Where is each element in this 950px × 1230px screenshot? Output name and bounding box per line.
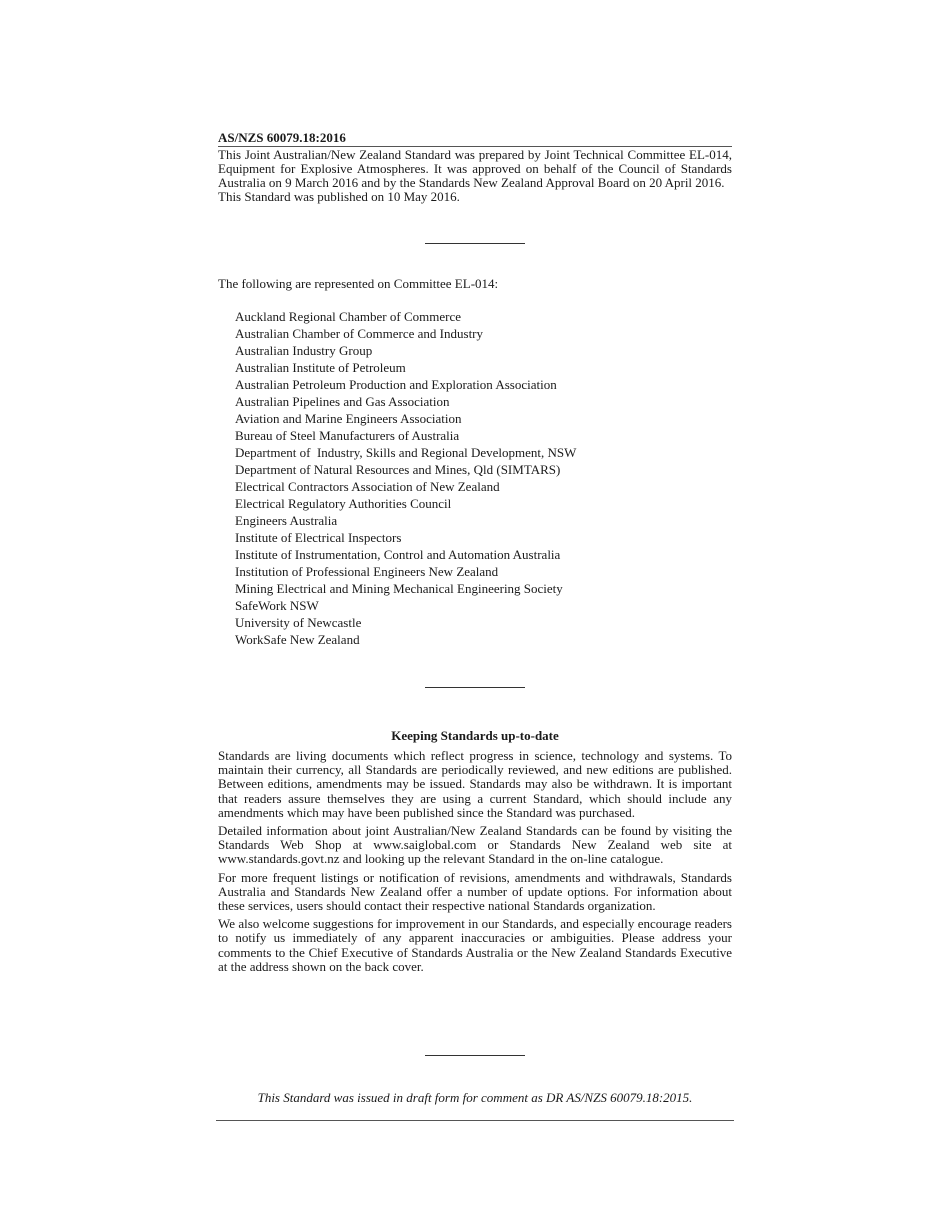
list-item: Aviation and Marine Engineers Association [235, 411, 462, 426]
section-divider [425, 1055, 525, 1056]
list-item: Australian Chamber of Commerce and Industry [235, 326, 484, 341]
list-item: WorkSafe New Zealand [235, 632, 360, 647]
section-divider [425, 243, 525, 244]
committee-member-list [235, 308, 732, 648]
list-item: Australian Industry Group [235, 343, 373, 358]
list-item: SafeWork NSW [235, 598, 319, 613]
section-divider [425, 687, 525, 688]
committee-intro: The following are represented on Committee EL-014: [218, 276, 499, 291]
list-item: Engineers Australia [235, 513, 338, 528]
list-item: Institution of Professional Engineers New Zealand [235, 564, 499, 579]
list-item: Auckland Regional Chamber of Commerce [235, 309, 461, 324]
list-item: Department of Natural Resources and Mines, Qld (SIMTARS) [235, 462, 561, 477]
approval-paragraph: This Joint Australian/New Zealand Standard was prepared by Joint Technical Committee EL-014, Equipment for Explosive Atmospheres. It was approved on behalf of the Council of Standards Australia on 9 March 2016 and by the Standards New Zealand Approval Board on 20 April 2016. [218, 147, 732, 190]
body-paragraph: We also welcome suggestions for improvement in our Standards, and especially encourage readers to notify us immediately of any apparent inaccuracies or ambiguities. Please address your comments to the Chief Executive of Standards Australia or the New Zealand Standards Executive at the address shown on the back cover. [218, 916, 732, 974]
body-paragraph: For more frequent listings or notification of revisions, amendments and withdrawals, Standards Australia and Standards New Zealand offer a number of update options. For information about these services, users should contact their respective national Standards organization. [218, 869, 732, 914]
list-item: University of Newcastle [235, 615, 362, 630]
list-item: Bureau of Steel Manufacturers of Australia [235, 428, 460, 443]
list-item: Electrical Regulatory Authorities Council [235, 496, 452, 511]
draft-note: This Standard was issued in draft form for comment as DR AS/NZS 60079.18:2015. [257, 1090, 693, 1105]
list-item: Department of Industry, Skills and Regional Development, NSW [235, 445, 577, 460]
section-heading: Keeping Standards up-to-date [391, 728, 559, 743]
keeping-up-to-date-body [218, 749, 732, 978]
list-item: Electrical Contractors Association of New Zealand [235, 479, 500, 494]
list-item: Australian Institute of Petroleum [235, 360, 406, 375]
list-item: Mining Electrical and Mining Mechanical Engineering Society [235, 581, 563, 596]
list-item: Institute of Instrumentation, Control and Automation Australia [235, 547, 561, 562]
approval-statement [218, 148, 732, 204]
list-item: Australian Pipelines and Gas Association [235, 394, 450, 409]
footer-rule [216, 1120, 734, 1121]
list-item: Institute of Electrical Inspectors [235, 530, 402, 545]
list-item: Australian Petroleum Production and Exploration Association [235, 377, 557, 392]
publication-date-paragraph: This Standard was published on 10 May 2016. [218, 189, 460, 204]
document-identifier: AS/NZS 60079.18:2016 [218, 130, 732, 147]
body-paragraph: Standards are living documents which reflect progress in science, technology and systems. To maintain their currency, all Standards are periodically reviewed, and new editions are published. Between editions, amendments may be issued. Standards may also be withdrawn. It is important that readers assure themselves they are using a current Standard, which should include any amendments which may have been published since the Standard was purchased. [218, 748, 732, 820]
body-paragraph: Detailed information about joint Australian/New Zealand Standards can be found by visiting the Standards Web Shop at www.saiglobal.com or Standards New Zealand web site at www.standards.govt.nz and looking up the relevant Standard in the on-line catalogue. [218, 823, 732, 867]
